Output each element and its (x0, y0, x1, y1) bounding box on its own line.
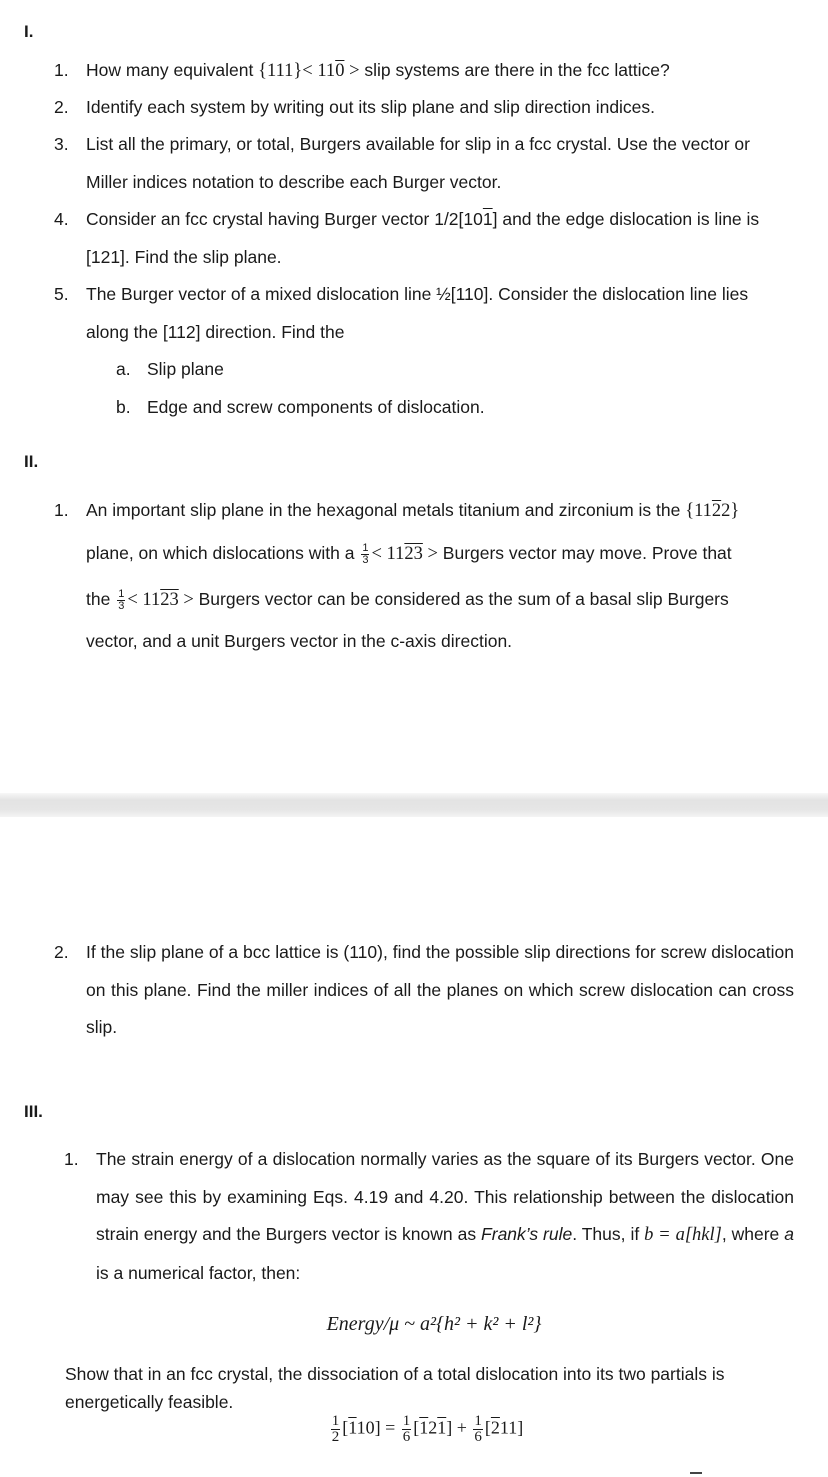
question-number: 4. (54, 209, 69, 229)
math-b: b = (644, 1225, 671, 1245)
question-text: The Burger vector of a mixed dislocation line ½[110]. Consider the dislocation line lies along the [112] direction. Find the (86, 284, 749, 342)
question-text: . Thus, if (572, 1224, 645, 1244)
fraction-one-sixth: $\frac{1}{6}$ (402, 1413, 411, 1445)
subquestion-letter: b. (116, 397, 131, 417)
question-2-1 (54, 489, 794, 663)
show-statement: Show that in an fcc crystal, the dissociation of a total dislocation into its two partials is energetically feasible. (65, 1364, 725, 1412)
burgers-vector-notation: < 1123 > (127, 590, 194, 610)
slip-system-notation: {111}< 110 > (258, 61, 360, 81)
math-ahkl: a[hkl] (675, 1225, 722, 1245)
question-1-5 (54, 276, 794, 351)
question-2-2 (54, 934, 794, 1047)
fraction-one-third: $\frac{1}{3}$ (118, 587, 125, 612)
dislocation-reaction: $\frac{1}{2}$ [110] = $\frac{1}{6}$ [121] + $\frac{1}{6}$ [211] (331, 1413, 524, 1445)
fraction-one-half: $\frac{1}{2}$ (331, 1413, 340, 1445)
subquestion-1-5-a (116, 351, 224, 389)
question-text: ] and the edge dislocation is line is [121]. Find the slip plane. (86, 209, 760, 267)
question-text: Consider an fcc crystal having Burger vector 1/2[10 (86, 209, 483, 229)
math-a: a (784, 1224, 794, 1244)
section-heading-1: I. (24, 22, 34, 41)
question-text: If the slip plane of a bcc lattice is (110), find the possible slip directions for screw dislocation on this plane. Find the miller indices of all the planes on which screw dislocation can cross slip. (86, 942, 794, 1037)
question-number: 3. (54, 134, 69, 154)
cropped-overbar-mark (690, 1472, 702, 1474)
question-1-4 (54, 201, 794, 276)
question-text: Burgers vector can be considered as the sum of a basal slip Burgers (193, 589, 729, 609)
plane-notation: {1122} (685, 501, 740, 521)
burgers-vector-notation: < 1123 > (371, 544, 438, 564)
question-text: An important slip plane in the hexagonal metals titanium and zirconium is the (86, 500, 686, 520)
question-1-2 (54, 89, 794, 127)
question-number: 1. (54, 60, 69, 80)
question-text: the (86, 589, 116, 609)
section-heading-2: II. (24, 452, 39, 471)
question-3-1 (64, 1141, 794, 1292)
overbar-index: 1 (482, 209, 493, 229)
fraction-one-third: $\frac{1}{3}$ (362, 541, 369, 566)
subquestion-1-5-b (116, 389, 485, 427)
question-text: , where (721, 1224, 785, 1244)
question-text: The strain energy of a dislocation normally varies as the square of its Burgers vector. One may see this by examining Eqs. 4.19 and 4.20. This relationship between the dislocation strain energy and the Burgers vector is known as (96, 1149, 794, 1244)
page-divider (0, 793, 828, 817)
subquestion-text: Edge and screw components of dislocation. (147, 397, 485, 417)
subquestion-text: Slip plane (147, 359, 224, 379)
question-number: 5. (54, 284, 69, 304)
question-1-3 (54, 126, 794, 201)
question-number: 1. (54, 500, 69, 520)
question-text: is a numerical factor, then: (96, 1262, 301, 1283)
question-text: vector, and a unit Burgers vector in the c-axis direction. (86, 631, 513, 651)
question-text: plane, on which dislocations with a (86, 543, 360, 563)
question-text: slip systems are there in the fcc lattice? (359, 60, 670, 80)
question-text: How many equivalent (86, 60, 259, 80)
question-text: Identify each system by writing out its slip plane and slip direction indices. (86, 97, 656, 117)
fraction-one-sixth: $\frac{1}{6}$ (474, 1413, 482, 1445)
question-number: 2. (54, 97, 69, 117)
section-heading-3: III. (24, 1102, 43, 1121)
question-text: Burgers vector may move. Prove that (437, 543, 732, 563)
frank-rule-equation: Energy/μ ~ a²{h² + k² + l²} (326, 1313, 542, 1335)
question-number: 1. (64, 1149, 79, 1169)
question-number: 2. (54, 942, 69, 962)
subquestion-letter: a. (116, 359, 131, 379)
frank-rule-term: Frank’s rule (481, 1224, 573, 1244)
question-1-1 (54, 52, 794, 91)
question-text: List all the primary, or total, Burgers available for slip in a fcc crystal. Use the vector or Miller indices notation to describe each Burger vector. (86, 134, 750, 192)
